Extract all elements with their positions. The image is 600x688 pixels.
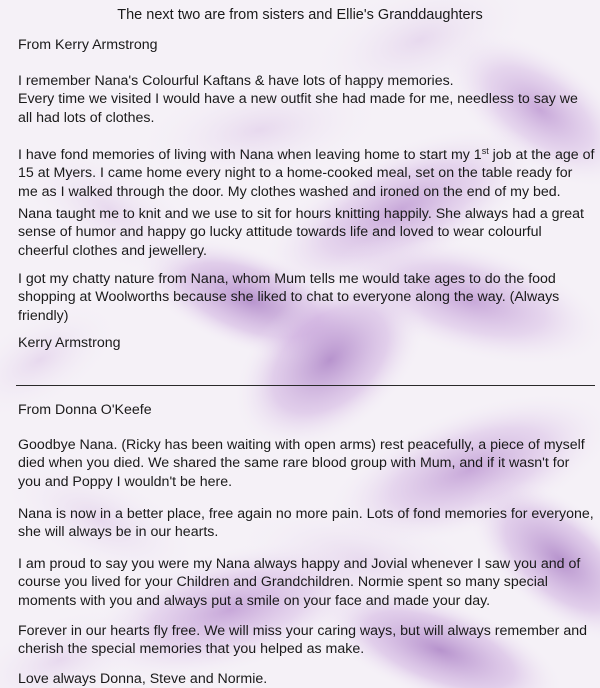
kerry-paragraph-2-text bbox=[18, 146, 596, 201]
donna-signature bbox=[18, 670, 596, 688]
donna-signature-text: Love always Donna, Steve and Normie. bbox=[18, 671, 268, 687]
donna-paragraph-3-text: I am proud to say you were my Nana always happy and Jovial whenever I saw you and of course you lived for your Children and Grandchildren. Normie spent so many special moments with you and always put a smile on your face and made your day. bbox=[18, 556, 581, 609]
ordinal-superscript: st bbox=[481, 146, 489, 156]
kerry-paragraph-4-text: I got my chatty nature from Nana, whom Mum tells me would take ages to do the food shopping at Woolworths because she liked to chat to everyone along the way. (Always friendly) bbox=[18, 271, 560, 324]
donna-paragraph-3 bbox=[18, 555, 596, 610]
donna-paragraph-4 bbox=[18, 622, 596, 659]
donna-paragraph-2 bbox=[18, 505, 596, 542]
kerry-signature bbox=[18, 334, 596, 352]
kerry-paragraph-2-after: job at the age of 15 at Myers. I came home every night to a home-cooked meal, set on the table ready for me as I walked through the door. My clothes washed and ironed on the end of my bed. bbox=[18, 147, 595, 200]
kerry-paragraph-1-line-1: I remember Nana's Colourful Kaftans & have lots of happy memories. bbox=[18, 73, 454, 89]
donna-paragraph-2-text: Nana is now in a better place, free again no more pain. Lots of fond memories for everyone, she will always be in our hearts. bbox=[18, 506, 594, 541]
kerry-paragraph-3-text: Nana taught me to knit and we use to sit for hours knitting happily. She always had a great sense of humor and happy go lucky attitude towards life and loved to wear colourful cheerful clothes and jewellery. bbox=[18, 206, 584, 259]
kerry-paragraph-2-before: I have fond memories of living with Nana when leaving home to start my 1 bbox=[18, 147, 482, 163]
kerry-paragraph-4 bbox=[18, 270, 596, 325]
kerry-from-text: From Kerry Armstrong bbox=[18, 37, 158, 53]
kerry-signature-text: Kerry Armstrong bbox=[18, 335, 121, 351]
kerry-paragraph-2 bbox=[18, 146, 596, 201]
donna-from-text: From Donna O'Keefe bbox=[18, 402, 152, 418]
kerry-paragraph-1-line-2: Every time we visited I would have a new outfit she had made for me, needless to say we all had lots of clothes. bbox=[18, 91, 578, 126]
donna-from-line bbox=[18, 401, 596, 419]
donna-paragraph-1 bbox=[18, 436, 596, 491]
section-divider bbox=[16, 385, 595, 386]
kerry-from-line bbox=[18, 36, 596, 54]
page-heading: The next two are from sisters and Ellie's Granddaughters bbox=[117, 7, 483, 23]
donna-paragraph-4-text: Forever in our hearts fly free. We will miss your caring ways, but will always remember and cherish the special memories that you helped as make. bbox=[18, 623, 588, 658]
kerry-paragraph-3 bbox=[18, 205, 596, 260]
donna-paragraph-1-text: Goodbye Nana. (Ricky has been waiting with open arms) rest peacefully, a piece of myself died when you died. We shared the same rare blood group with Mum, and if it wasn't for you and Poppy I wouldn't be here. bbox=[18, 437, 585, 490]
kerry-paragraph-1 bbox=[18, 72, 596, 127]
